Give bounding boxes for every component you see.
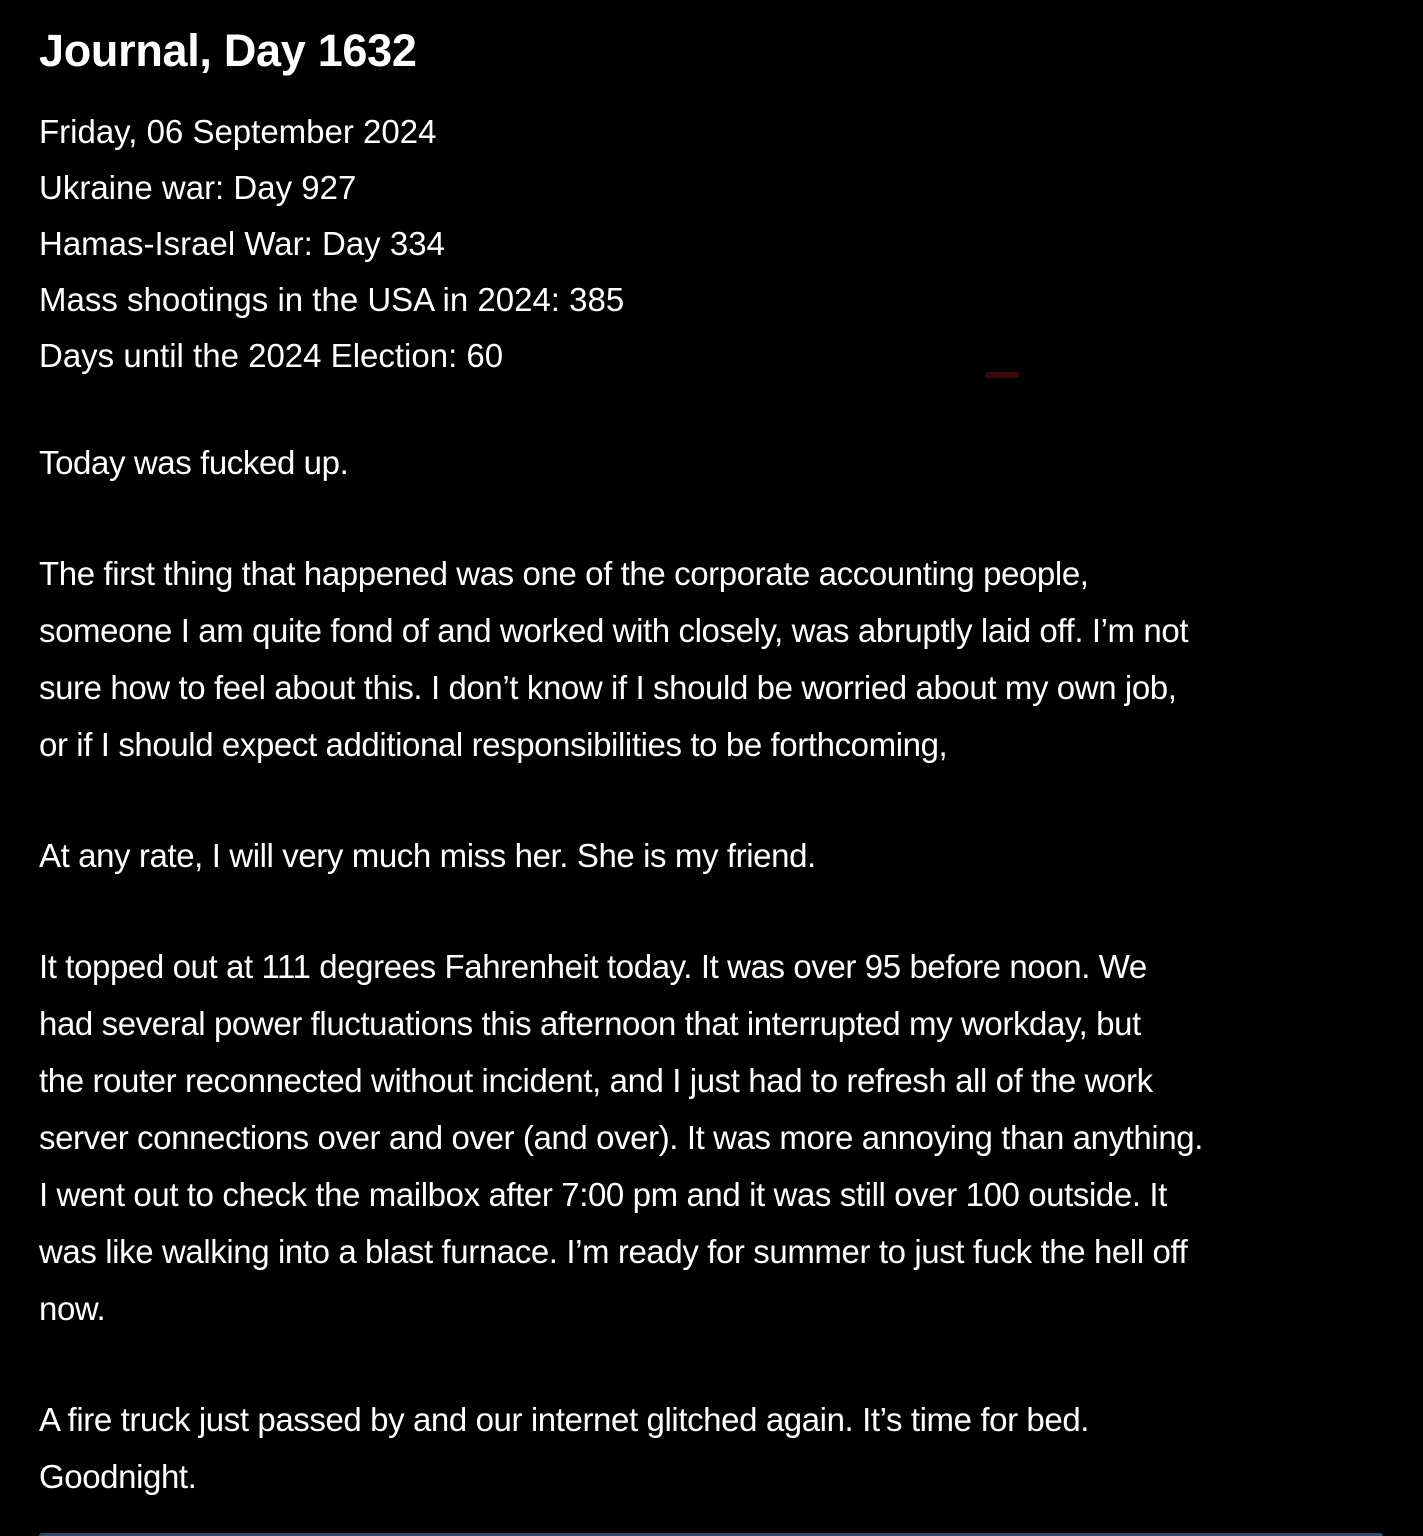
- journal-meta: [39, 104, 1399, 384]
- screen-artifact: [985, 372, 1019, 378]
- journal-paragraph: The first thing that happened was one of the corporate accounting people, someone I am quite fond of and worked with closely, was abruptly laid off. I’m not sure how to feel about this. I don’t know if I should be worried about my own job, or if I should expect additional responsibilities to be forthcoming,: [39, 555, 1189, 763]
- journal-paragraph: Today was fucked up.: [39, 444, 349, 481]
- journal-paragraph: It topped out at 111 degrees Fahrenheit today. It was over 95 before noon. We had several power fluctuations this afternoon that interrupted my workday, but the router reconnected without incident, and I just had to refresh all of the work server connections over and over (and over). It was more annoying than anything. I went out to check the mailbox after 7:00 pm and it was still over 100 outside. It was like walking into a blast furnace. I’m ready for summer to just fuck the hell off now.: [39, 948, 1203, 1327]
- mass-shootings-line: Mass shootings in the USA in 2024: 385: [39, 281, 625, 318]
- ukraine-war-line: Ukraine war: Day 927: [39, 169, 357, 206]
- journal-title: Journal, Day 1632: [39, 25, 417, 76]
- date-line: Friday, 06 September 2024: [39, 113, 437, 150]
- hamas-israel-war-line: Hamas-Israel War: Day 334: [39, 225, 445, 262]
- journal-paragraph: A fire truck just passed by and our internet glitched again. It’s time for bed. Goodnight.: [39, 1401, 1090, 1495]
- journal-entry: [39, 24, 1399, 1505]
- journal-paragraph: At any rate, I will very much miss her. She is my friend.: [39, 837, 816, 874]
- election-countdown-line: Days until the 2024 Election: 60: [39, 337, 504, 374]
